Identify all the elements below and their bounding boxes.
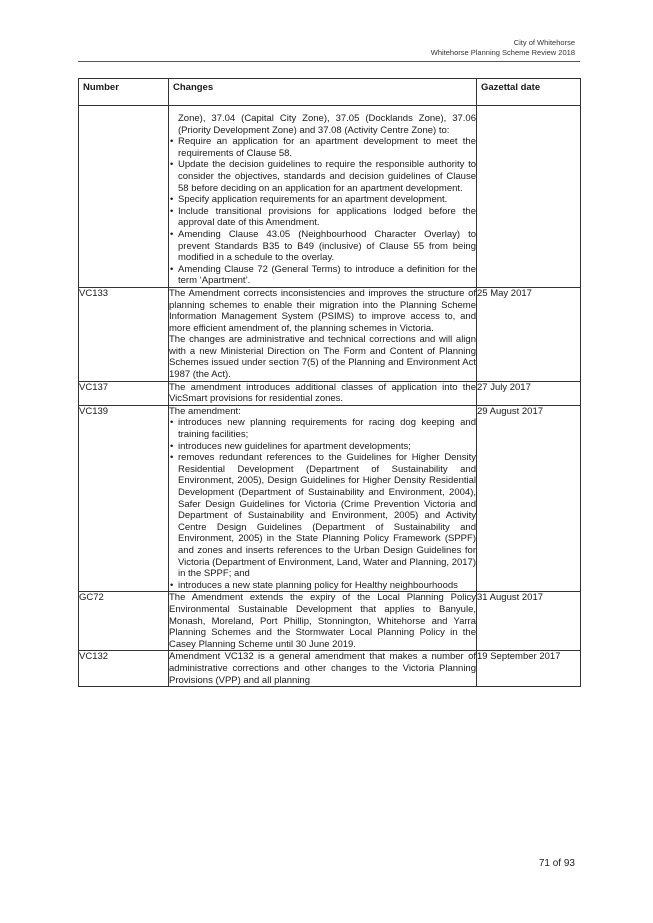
table-row	[79, 592, 581, 651]
changes-intro: The amendment:	[169, 405, 241, 417]
amendment-changes: Amendment VC132 is a general amendment that makes a number of administrative corrections and other changes to the Victoria Planning Provisions (VPP) and all planning	[169, 651, 476, 686]
amendment-changes: The Amendment extends the expiry of the Local Planning Policy Environmental Sustainable Development that applies to Banyule, Monash, Moreland, Port Phillip, Stonnington, Whitehorse and Yarra Planning Schemes and the Stormwater Local Planning Policy in the Casey Planning Scheme until 30 June 2019.	[169, 592, 476, 650]
gazettal-date: 25 May 2017	[477, 287, 581, 381]
list-item: • Amending Clause 72 (General Terms) to introduce a definition for the term ‘Apartment’.	[169, 264, 476, 287]
gazettal-date	[477, 106, 581, 288]
page-header	[431, 38, 575, 58]
table-row	[79, 381, 581, 405]
amendment-changes	[169, 405, 477, 592]
column-header-number: Number	[79, 79, 169, 106]
changes-intro: Zone), 37.04 (Capital City Zone), 37.05 (Docklands Zone), 37.06 (Priority Development Zone) and 37.08 (Activity Centre Zone) to:	[178, 113, 476, 136]
list-item: • introduces new guidelines for apartment developments;	[169, 441, 476, 453]
amendment-changes: The amendment introduces additional classes of application into the VicSmart provisions for residential zones.	[169, 381, 476, 405]
column-header-gazettal-date: Gazettal date	[477, 79, 581, 106]
amendments-table	[78, 78, 581, 687]
changes-bullet-list	[169, 417, 476, 591]
gazettal-date: 19 September 2017	[477, 651, 581, 687]
changes-paragraph: The Amendment corrects inconsistencies and improves the structure of planning schemes to enable their migration into the Planning Scheme Information Management System (PSIMS) to improve access to, and more efficient amendment of, the planning schemes in Victoria.	[169, 287, 476, 334]
column-header-changes: Changes	[169, 79, 477, 106]
gazettal-date: 27 July 2017	[477, 381, 581, 405]
amendment-changes	[169, 287, 477, 381]
list-item: • removes redundant references to the Guidelines for Higher Density Residential Development (Department of Sustainability and Environment, 2005), Design Guidelines for Higher Density Residential Development (Department of Sustainability and Environment, 2004), Safer Design Guidelines for Victoria (Crime Prevention Victoria and Department of Sustainability and Environment, 2005) and Activity Centre Design Guidelines (Department of Sustainability and Environment, 2005) in the State Planning Policy Framework (SPPF) and zones and inserts references to the Urban Design Guidelines for Victoria (Department of Environment, Land, Water and Planning, 2017) in the SPPF; and	[169, 452, 476, 580]
table-header-row	[79, 79, 581, 106]
amendment-number: VC132	[79, 651, 169, 687]
gazettal-date: 29 August 2017	[477, 405, 581, 592]
list-item: • introduces a new state planning policy for Healthy neighbourhoods	[169, 580, 476, 592]
table-row	[79, 106, 581, 288]
list-item: • introduces new planning requirements for racing dog keeping and training facilities;	[169, 417, 476, 440]
list-item: • Require an application for an apartment development to meet the requirements of Clause 58.	[169, 136, 476, 159]
amendment-number: VC139	[79, 405, 169, 592]
amendment-number: GC72	[79, 592, 169, 651]
header-doc-title: Whitehorse Planning Scheme Review 2018	[430, 48, 575, 57]
amendment-number: VC137	[79, 381, 169, 405]
changes-paragraph: The changes are administrative and technical corrections and will align with a new Ministerial Direction on The Form and Content of Planning Schemes issued under section 7(5) of the Planning and Environment Act 1987 (the Act).	[169, 334, 476, 381]
list-item: • Amending Clause 43.05 (Neighbourhood Character Overlay) to prevent Standards B35 to B49 (inclusive) of Clause 55 from being modified in a schedule to the overlay.	[169, 229, 476, 264]
list-item: • Specify application requirements for an apartment development.	[169, 194, 476, 206]
table-row	[79, 287, 581, 381]
table-row	[79, 405, 581, 592]
amendment-number	[79, 106, 169, 288]
table-row	[79, 651, 581, 687]
amendment-number: VC133	[79, 287, 169, 381]
list-item: • Include transitional provisions for applications lodged before the approval date of this Amendment.	[169, 206, 476, 229]
list-item: • Update the decision guidelines to require the responsible authority to consider the objectives, standards and decision guidelines of Clause 58 before deciding on an application for an apartment development.	[169, 159, 476, 194]
header-org: City of Whitehorse	[513, 38, 575, 47]
gazettal-date: 31 August 2017	[477, 592, 581, 651]
changes-bullet-list	[169, 136, 476, 287]
header-divider	[78, 61, 580, 62]
page-number: 71 of 93	[538, 858, 575, 869]
amendment-changes	[169, 106, 477, 288]
